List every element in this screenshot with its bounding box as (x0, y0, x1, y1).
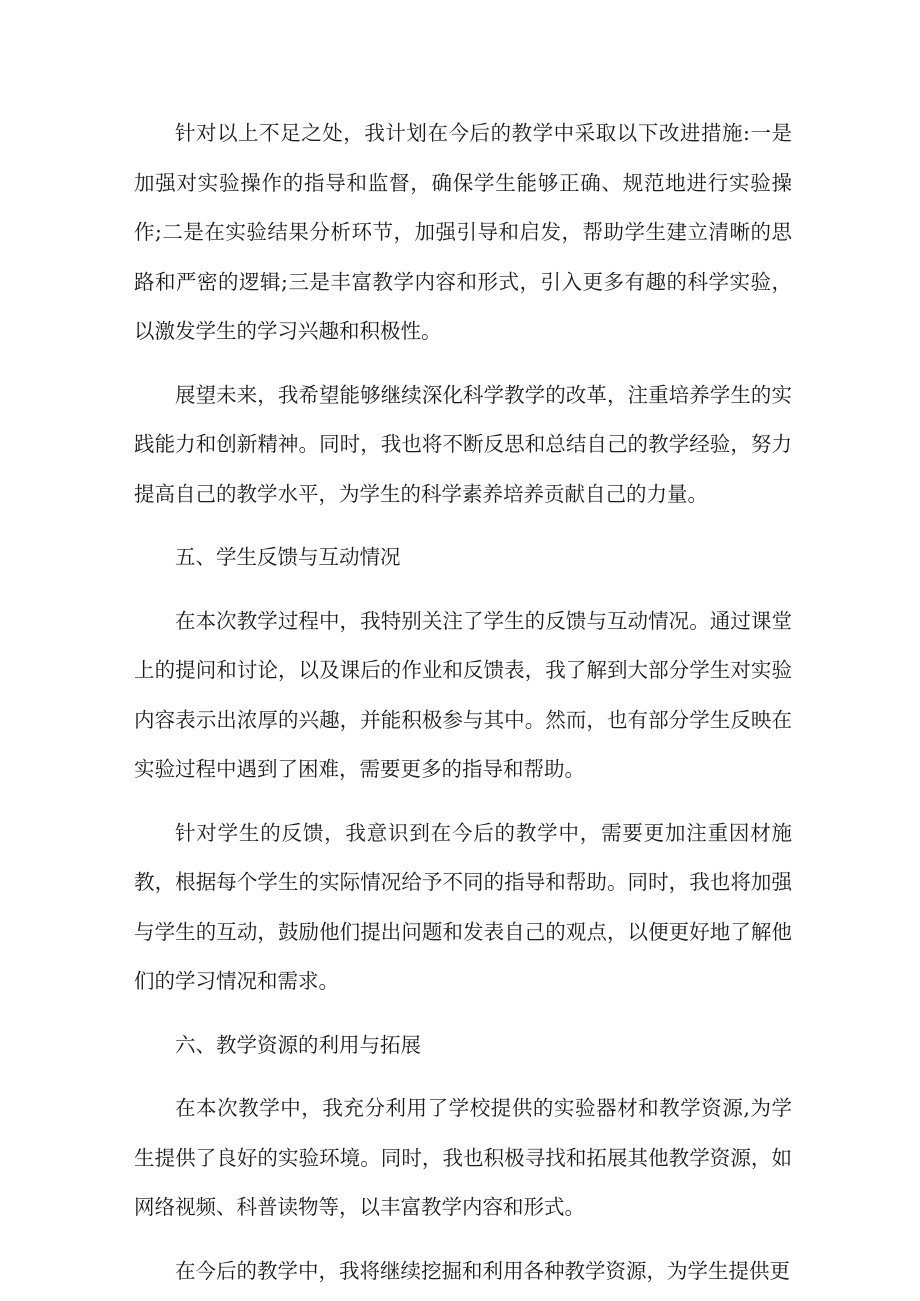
paragraph-improvement-measures: 针对以上不足之处，我计划在今后的教学中采取以下改进措施:一是加强对实验操作的指导和监督，确保学生能够正确、规范地进行实验操作;二是在实验结果分析环节，加强引导和启发，帮助学生建立清晰的思路和严密的逻辑;三是丰富教学内容和形式，引入更多有趣的科学实验，以激发学生的学习兴趣和积极性。 (134, 121, 792, 343)
paragraph-resources-used: 在本次教学中，我充分利用了学校提供的实验器材和教学资源,为学生提供了良好的实验环境。同时，我也积极寻找和拓展其他教学资源，如网络视频、科普读物等，以丰富教学内容和形式。 (134, 1096, 792, 1219)
section-heading-teaching-resources: 六、教学资源的利用与拓展 (175, 1032, 421, 1057)
paragraph-outlook: 展望未来，我希望能够继续深化科学教学的改革，注重培养学生的实践能力和创新精神。同时，我也将不断反思和总结自己的教学经验，努力提高自己的教学水平，为学生的科学素养培养贡献自己的力量。 (134, 382, 792, 506)
paragraph-feedback-overview: 在本次教学过程中，我特别关注了学生的反馈与互动情况。通过课堂上的提问和讨论，以及课后的作业和反馈表，我了解到大部分学生对实验内容表示出浓厚的兴趣，并能积极参与其中。然而，也有部分学生反映在实验过程中遇到了困难，需要更多的指导和帮助。 (134, 608, 792, 781)
document-body (134, 109, 792, 1296)
paragraph-resources-future: 在今后的教学中，我将继续挖掘和利用各种教学资源，为学生提供更 (175, 1258, 790, 1283)
paragraph-feedback-response: 针对学生的反馈，我意识到在今后的教学中，需要更加注重因材施教，根据每个学生的实际情况给予不同的指导和帮助。同时，我也将加强与学生的互动，鼓励他们提出问题和发表自己的观点，以便更好地了解他们的学习情况和需求。 (134, 820, 792, 993)
section-heading-student-feedback: 五、学生反馈与互动情况 (175, 545, 401, 569)
